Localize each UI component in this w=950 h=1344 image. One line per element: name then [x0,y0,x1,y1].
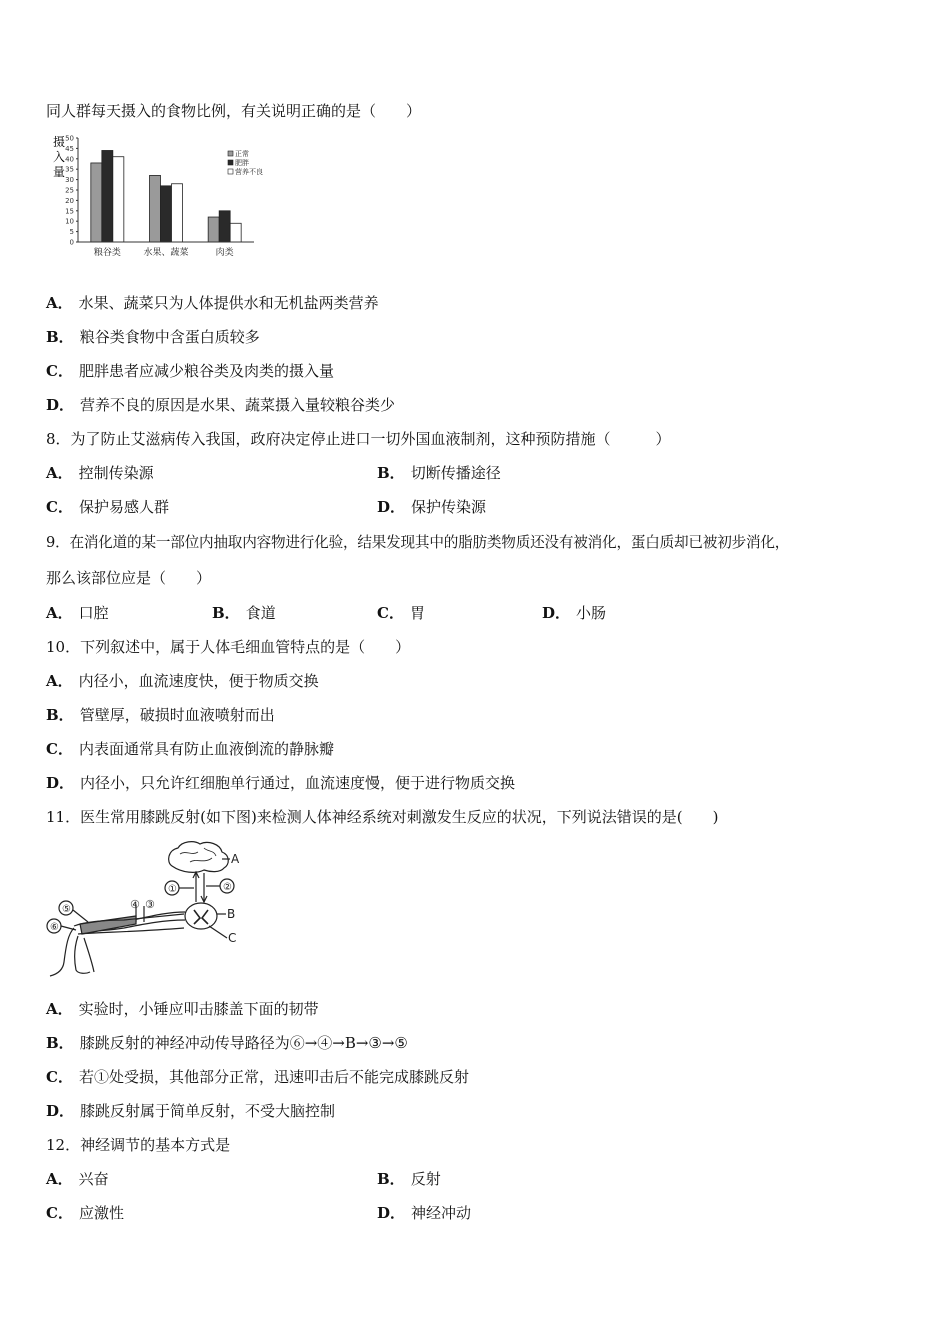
q11-option-b[interactable]: B． 膝跳反射的神经冲动传导路径为⑥→④→B→③→⑤ [46,1034,408,1052]
chart-bar [113,157,124,242]
q12-option-c[interactable]: C． 应激性 [46,1204,124,1222]
chart-bar [150,175,161,242]
chart-x-label: 水果、蔬菜 [143,248,189,258]
chart-ytick-label: 50 [65,134,74,143]
label-c: C [228,931,237,945]
chart-xlabels [94,246,234,258]
chart-ytick-label: 40 [65,155,74,164]
chart-bar [161,186,172,242]
chart-ytick-label: 10 [65,217,74,226]
q12-stem: 12．神经调节的基本方式是 [46,1136,231,1154]
chart-bar [219,211,230,242]
chart-x-label: 粮谷类 [93,248,121,258]
label-5: ⑤ [62,904,71,915]
q9-stem-line1: 9．在消化道的某一部位内抽取内容物进行化验，结果发现其中的脂肪类物质还没有被消化，蛋白质却已被初步消化， [46,534,790,551]
chart-ytick-label: 45 [65,144,74,153]
q11-option-d[interactable]: D． 膝跳反射属于简单反射，不受大脑控制 [46,1102,336,1120]
chart-bar [208,217,219,242]
chart-bar [102,150,113,242]
chart-ytick-label: 15 [65,207,74,216]
chart-ylabel-char: 量 [53,165,66,179]
chart-legend-swatch [228,160,233,165]
chart-legend-label: 肥胖 [235,159,249,167]
q7-stem: 同人群每天摄入的食物比例，有关说明正确的是（ ） [46,102,422,120]
q7-option-d[interactable]: D． 营养不良的原因是水果、蔬菜摄入量较粮谷类少 [46,396,396,414]
q11-option-c[interactable]: C． 若①处受损，其他部分正常，迅速叩击后不能完成膝跳反射 [46,1068,469,1086]
q7-option-a[interactable]: A． 水果、蔬菜只为人体提供水和无机盐两类营养 [46,294,379,312]
label-1: ① [168,884,177,895]
q8-option-a[interactable]: A． 控制传染源 [46,464,154,482]
q8-option-c[interactable]: C． 保护易感人群 [46,498,169,516]
chart-x-label: 肉类 [215,248,234,258]
q10-stem: 10．下列叙述中，属于人体毛细血管特点的是（ ） [46,638,411,656]
chart-ylabel-char: 摄 [53,135,66,149]
chart-bar [230,223,241,242]
q10-option-d[interactable]: D． 内径小，只允许红细胞单行通过，血流速度慢，便于进行物质交换 [46,774,516,792]
chart-bars [91,150,241,242]
chart-ytick-label: 0 [69,238,74,247]
q9-option-c[interactable]: C． 胃 [377,604,425,622]
label-6: ⑥ [50,922,59,933]
q12-option-a[interactable]: A． 兴奋 [46,1170,109,1188]
chart-ytick-label: 30 [65,176,74,185]
q12-option-d[interactable]: D． 神经冲动 [377,1204,472,1222]
chart-bar [91,163,102,242]
brain-icon [169,842,229,873]
chart-ylabel [53,134,65,179]
chart-legend-swatch [228,151,233,156]
spinal-cord-section [185,903,217,929]
chart-yticks [65,135,78,247]
q9-option-b[interactable]: B． 食道 [212,604,276,622]
chart-legend-label: 营养不良 [235,168,263,176]
q7-option-b[interactable]: B． 粮谷类食物中含蛋白质较多 [46,328,260,346]
q11-stem: 11．医生常用膝跳反射(如下图)来检测人体神经系统对刺激发生反应的状况，下列说法错误的是( ) [46,808,719,826]
q12-option-b[interactable]: B． 反射 [377,1170,441,1188]
label-4: ④ [130,898,140,911]
chart-legend [228,149,263,176]
q10-option-b[interactable]: B． 管壁厚，破损时血液喷射而出 [46,706,275,724]
chart-legend-swatch [228,169,233,174]
label-a: A [231,852,240,866]
chart-ytick-label: 25 [65,186,74,195]
label-2: ② [223,882,232,893]
q10-option-c[interactable]: C． 内表面通常具有防止血液倒流的静脉瓣 [46,740,334,758]
chart-ytick-label: 35 [65,165,74,174]
q7-bar-chart [44,132,284,262]
q10-option-a[interactable]: A． 内径小，血流速度快，便于物质交换 [46,672,319,690]
knee-jerk-reflex-diagram [44,838,254,978]
label-3: ③ [145,898,155,911]
chart-ytick-label: 5 [69,228,74,237]
q8-stem: 8．为了防止艾滋病传入我国，政府决定停止进口一切外国血液制剂，这种预防措施（ ） [46,430,671,448]
chart-bar [172,184,183,242]
q9-stem-line2: 那么该部位应是（ ） [46,569,212,587]
q9-option-a[interactable]: A． 口腔 [46,604,109,622]
q8-option-b[interactable]: B． 切断传播途径 [377,464,501,482]
q9-option-d[interactable]: D． 小肠 [542,604,607,622]
q8-option-d[interactable]: D． 保护传染源 [377,498,487,516]
chart-ytick-label: 20 [65,196,74,205]
q11-option-a[interactable]: A． 实验时，小锤应叩击膝盖下面的韧带 [46,1000,319,1018]
chart-ylabel-char: 入 [53,150,66,164]
label-b: B [227,907,236,921]
q7-option-c[interactable]: C． 肥胖患者应减少粮谷类及肉类的摄入量 [46,362,334,380]
chart-legend-label: 正常 [235,150,249,158]
